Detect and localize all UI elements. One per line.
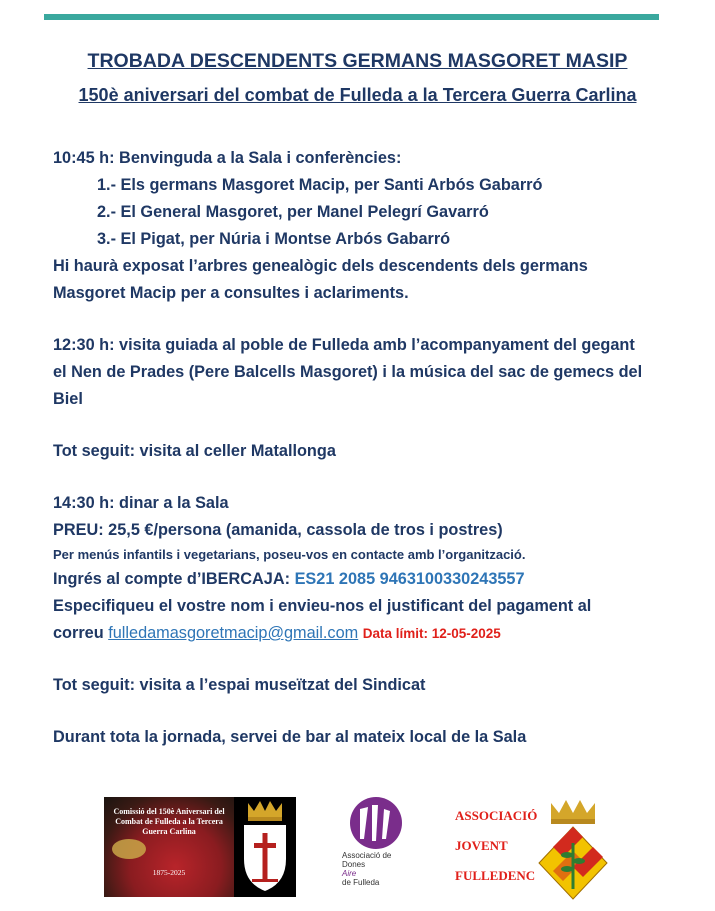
deadline-text: Data límit: 12-05-2025: [362, 626, 501, 641]
bar-service: Durant tota la jornada, servei de bar al mateix local de la Sala: [53, 728, 527, 746]
tassel-icon: [112, 839, 146, 859]
email-prefix: correu: [53, 624, 109, 642]
conference-item-1: 1.- Els germans Masgoret Macip, per Santi Arbós Gabarró: [97, 176, 543, 194]
women-silhouettes-icon: [338, 795, 410, 851]
lunch-heading: 14:30 h: dinar a la Sala: [53, 494, 229, 512]
visit-line-3: Biel: [53, 390, 83, 408]
bank-account-label: Ingrés al compte d’IBERCAJA:: [53, 570, 295, 588]
commission-logo: [104, 797, 234, 897]
conference-item-2: 2.- El General Masgoret, per Manel Pelegrí Gavarró: [97, 203, 489, 221]
logos-footer: [0, 795, 715, 905]
commission-years: 1875-2025: [152, 868, 186, 877]
visit-line-1: 12:30 h: visita guiada al poble de Fulleda amb l’acompanyament del gegant: [53, 336, 635, 354]
genealogy-note-line-2: Masgoret Macip per a consultes i aclariments.: [53, 284, 409, 302]
page-title: TROBADA DESCENDENTS GERMANS MASGORET MASIP: [87, 50, 628, 72]
email-link[interactable]: fulledamasgoretmacip@gmail.com: [108, 624, 359, 642]
page-subtitle: 150è aniversari del combat de Fulleda a la Tercera Guerra Carlina: [78, 85, 637, 105]
conference-item-3: 3.- El Pigat, per Núria i Montse Arbós Gabarró: [97, 230, 451, 248]
women-association-caption: Associació de Dones Aire de Fulleda: [342, 851, 392, 887]
genealogy-note-line-1: Hi haurà exposat l’arbres genealògic dels descendents dels germans: [53, 257, 588, 275]
welcome-heading: 10:45 h: Benvinguda a la Sala i conferències:: [53, 149, 402, 167]
program-content: [53, 145, 673, 751]
special-menus-note: Per menús infantils i vegetarians, poseu-vos en contacte amb l’organització.: [53, 547, 526, 562]
email-line: [53, 620, 673, 647]
museum-visit: Tot seguit: visita a l’espai museïtzat del Sindicat: [53, 676, 426, 694]
payment-instructions: Especifiqueu el vostre nom i envieu-nos el justificant del pagament al: [53, 597, 592, 615]
youth-association-logo: ASSOCIACIÓ JOVENT FULLEDENC: [455, 808, 538, 883]
commission-caption: Comissió del 150è Aniversari del Combat de Fulleda a la Tercera Guerra Carlina: [113, 807, 225, 836]
women-association-logo: [338, 795, 410, 897]
bank-account-line: [53, 566, 673, 593]
visit-line-2: el Nen de Prades (Pere Balcells Masgoret) i la música del sac de gemecs del: [53, 363, 643, 381]
municipal-coat-of-arms-icon: [537, 795, 609, 903]
top-accent-bar: [44, 14, 659, 20]
fulleda-coat-of-arms-icon: [234, 797, 296, 897]
lunch-price: PREU: 25,5 €/persona (amanida, cassola de tros i postres): [53, 521, 503, 539]
bank-account-iban: ES21 2085 9463100330243557: [294, 570, 525, 588]
cellar-visit: Tot seguit: visita al celler Matallonga: [53, 442, 336, 460]
